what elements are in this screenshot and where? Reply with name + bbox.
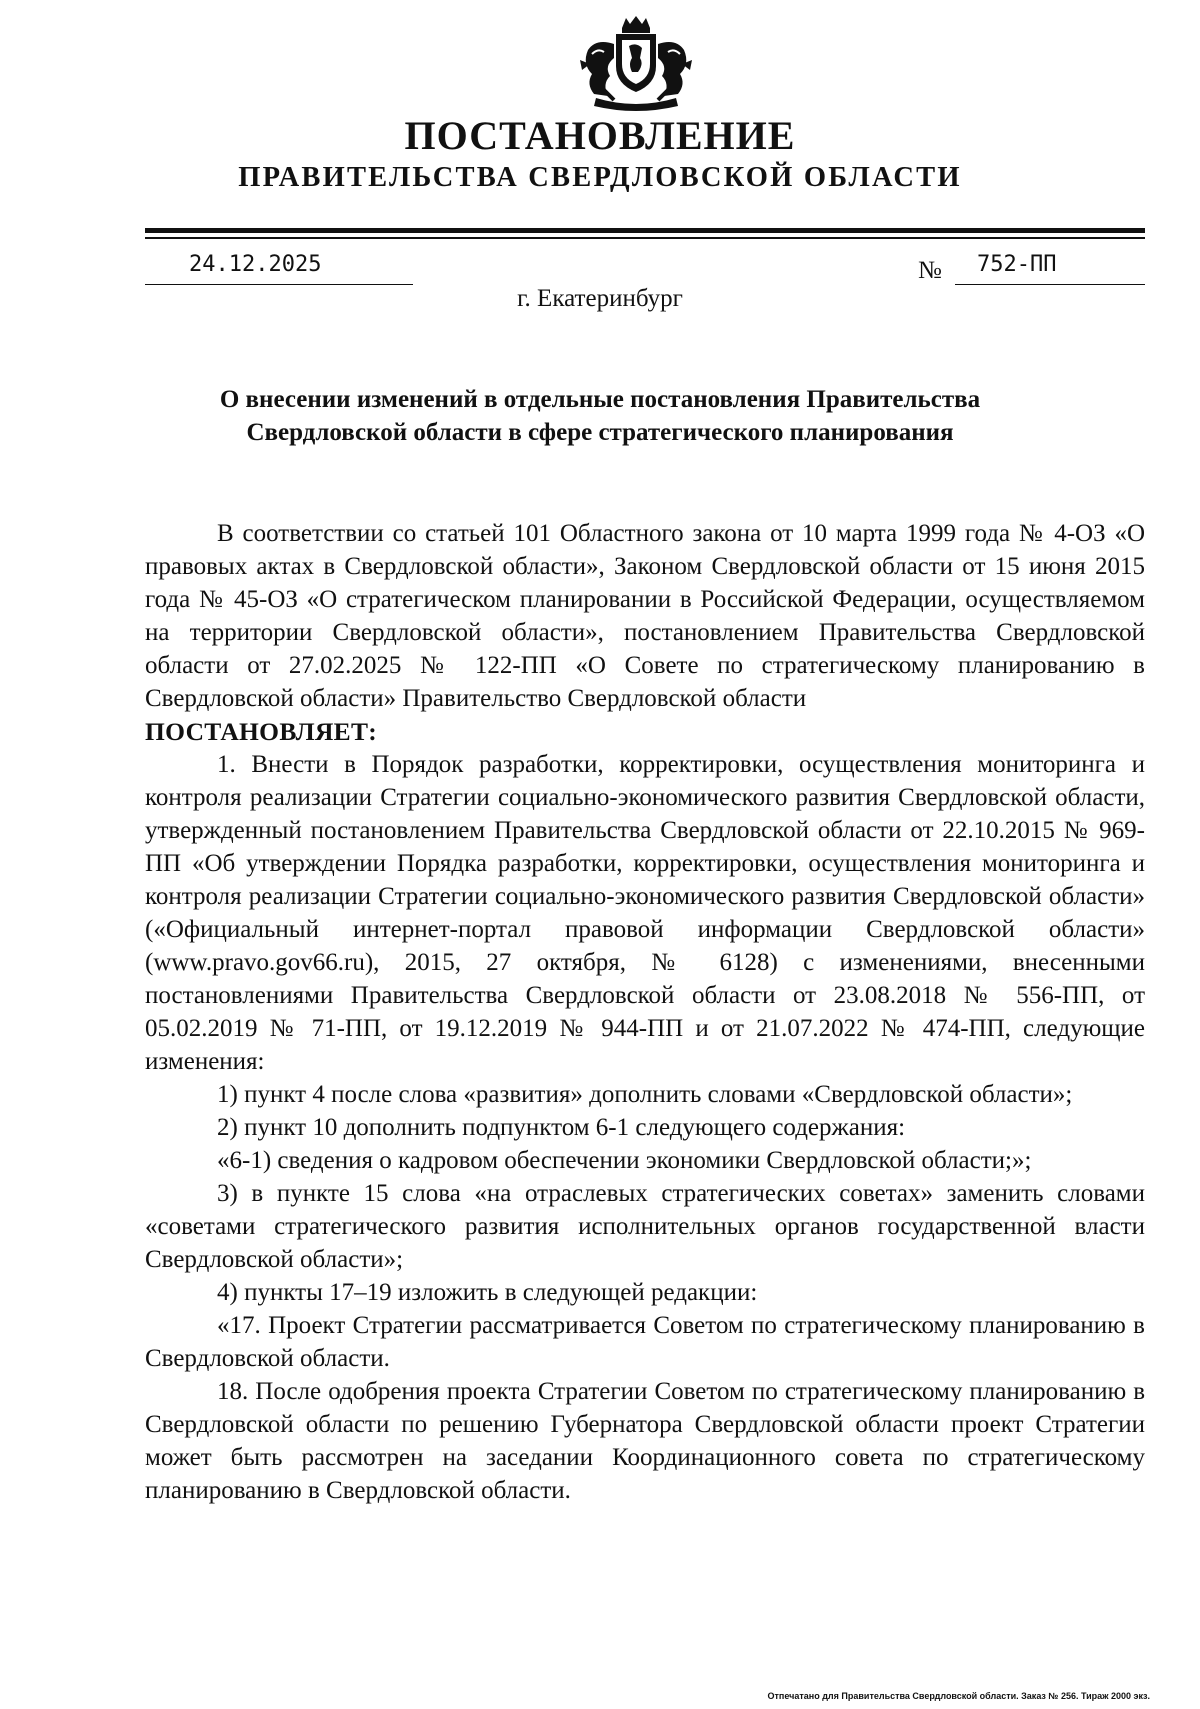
preamble-paragraph: В соответствии со статьей 101 Областного закона от 10 марта 1999 года № 4-ОЗ «О правовых актах в Свердловской области», Законом Свердловской области от 15 июня 2015 года № 45-ОЗ «О стратегическом планировании в Российской Федерации, осуществляемом на территории Свердловской области», постановлением Правительства Свердловской области от 27.02.2025 № 122-ПП «О Совете по стратегическому планированию в Свердловской области» Правительство Свердловской области (145, 520, 1145, 712)
document-number: 752-ПП (977, 252, 1057, 277)
subitem-3-paragraph: 3) в пункте 15 слова «на отраслевых стратегических советах» заменить словами «советами стратегического развития исполнительных органов государственной власти Свердловской области»; (145, 1180, 1145, 1273)
subitem-1-paragraph: 1) пункт 4 после слова «развития» дополнить словами «Свердловской области»; (217, 1081, 1073, 1108)
coat-of-arms-icon (574, 14, 698, 114)
subitem-2-quote-paragraph: «6-1) сведения о кадровом обеспечении экономики Свердловской области;»; (217, 1147, 1032, 1174)
document-date: 24.12.2025 (189, 252, 322, 277)
print-note: Отпечатано для Правительства Свердловской области. Заказ № 256. Тираж 2000 экз. (767, 1691, 1150, 1701)
date-field (145, 250, 413, 285)
document-type-text: ПОСТАНОВЛЕНИЕ (404, 113, 796, 158)
header-divider-thin (145, 237, 1145, 239)
city-line: г. Екатеринбург (517, 285, 683, 312)
document-type-heading (0, 112, 1200, 159)
point-17-paragraph: «17. Проект Стратегии рассматривается Советом по стратегическому планированию в Свердловской области. (145, 1312, 1145, 1372)
subitem-2-paragraph: 2) пункт 10 дополнить подпунктом 6-1 следующего содержания: (217, 1114, 906, 1141)
header-divider-thick (145, 228, 1145, 233)
number-field (955, 250, 1145, 285)
document-title (0, 383, 1200, 449)
issuing-authority: ПРАВИТЕЛЬСТВА СВЕРДЛОВСКОЙ ОБЛАСТИ (238, 162, 962, 193)
title-line-2: Свердловской области в сфере стратегического планирования (246, 419, 954, 446)
subitem-4-paragraph: 4) пункты 17–19 изложить в следующей редакции: (217, 1279, 758, 1306)
point-18-paragraph: 18. После одобрения проекта Стратегии Советом по стратегическому планированию в Свердловской области по решению Губернатора Свердловской области проект Стратегии может быть рассмотрен на заседании Координационного совета по стратегическому планированию в Свердловской области. (145, 1378, 1145, 1504)
decree-word: ПОСТАНОВЛЯЕТ: (145, 717, 378, 746)
item-1-paragraph: 1. Внести в Порядок разработки, корректировки, осуществления мониторинга и контроля реализации Стратегии социально-экономического развития Свердловской области, утвержденный постановлением Правительства Свердловской области от 22.10.2015 № 969-ПП «Об утверждении Порядка разработки, корректировки, осуществления мониторинга и контроля реализации Стратегии социально-экономического развития Свердловской области» («Официальный интернет-портал правовой информации Свердловской области» (www.pravo.gov66.ru), 2015, 27 октября, № 6128) с изменениями, внесенными постановлениями Правительства Свердловской области от 23.08.2018 № 556-ПП, от 05.02.2019 № 71-ПП, от 19.12.2019 № 944-ПП и от 21.07.2022 № 474-ПП, следующие изменения: (145, 751, 1145, 1075)
document-body (145, 517, 1145, 1507)
title-line-1: О внесении изменений в отдельные постановления Правительства (219, 386, 981, 413)
number-sign: № (918, 257, 942, 284)
